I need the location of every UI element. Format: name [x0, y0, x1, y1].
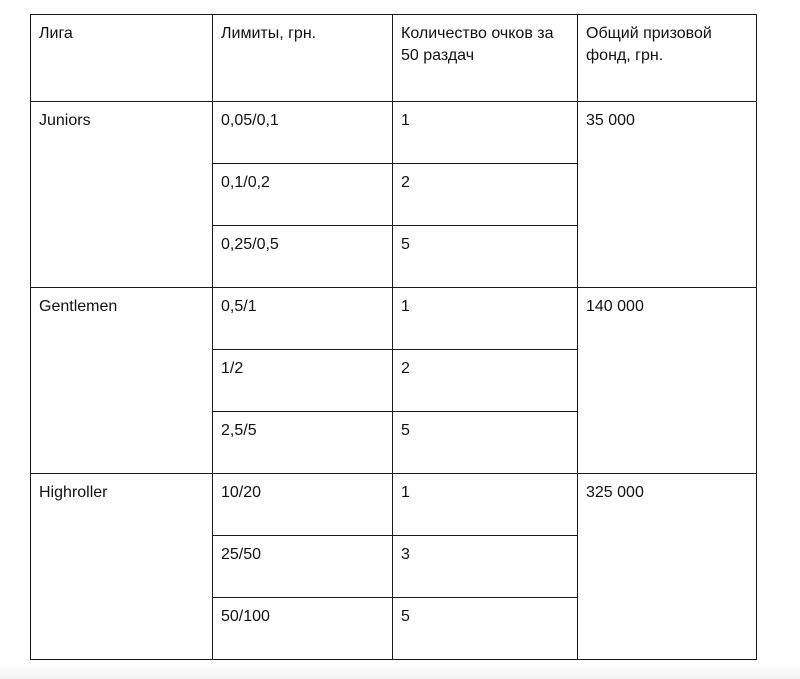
- prize-cell: 140 000: [578, 288, 757, 474]
- table-row: [31, 288, 757, 350]
- table-row: [31, 474, 757, 536]
- limit-cell: 0,5/1: [213, 288, 393, 350]
- header-league: Лига: [31, 15, 213, 102]
- limit-cell: 10/20: [213, 474, 393, 536]
- limit-cell: 1/2: [213, 350, 393, 412]
- limit-cell: 0,05/0,1: [213, 102, 393, 164]
- league-table: [30, 14, 757, 660]
- table-row: [31, 102, 757, 164]
- points-cell: 1: [393, 474, 578, 536]
- header-limits: Лимиты, грн.: [213, 15, 393, 102]
- limit-cell: 0,1/0,2: [213, 164, 393, 226]
- points-cell: 1: [393, 102, 578, 164]
- header-points: Количество очков за 50 раздач: [393, 15, 578, 102]
- points-cell: 1: [393, 288, 578, 350]
- points-cell: 2: [393, 164, 578, 226]
- league-name-cell: Highroller: [31, 474, 213, 660]
- table-header-row: [31, 15, 757, 102]
- points-cell: 5: [393, 226, 578, 288]
- prize-cell: 325 000: [578, 474, 757, 660]
- header-prize-fund: Общий призовой фонд, грн.: [578, 15, 757, 102]
- points-cell: 3: [393, 536, 578, 598]
- league-name-cell: Juniors: [31, 102, 213, 288]
- points-cell: 5: [393, 412, 578, 474]
- prize-cell: 35 000: [578, 102, 757, 288]
- points-cell: 2: [393, 350, 578, 412]
- limit-cell: 25/50: [213, 536, 393, 598]
- page-bottom-shadow: [0, 665, 800, 679]
- limit-cell: 2,5/5: [213, 412, 393, 474]
- limit-cell: 50/100: [213, 598, 393, 660]
- league-name-cell: Gentlemen: [31, 288, 213, 474]
- points-cell: 5: [393, 598, 578, 660]
- limit-cell: 0,25/0,5: [213, 226, 393, 288]
